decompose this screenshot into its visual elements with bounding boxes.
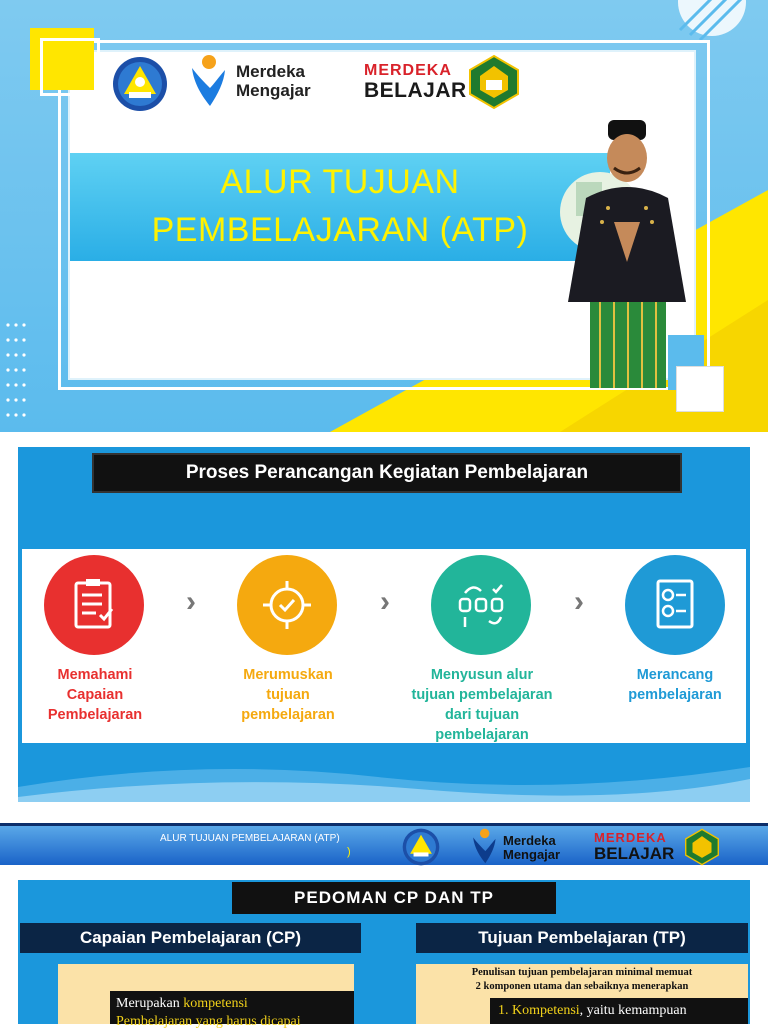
merdeka-mengajar-logo-text: Merdeka Mengajar [236, 62, 311, 100]
tp-note: Penulisan tujuan pembelajaran minimal memuat 2 komponen utama dan sebaiknya menerapkan [471, 967, 693, 992]
chevron-right-icon: › [380, 585, 390, 618]
header-title-continuation: ) [347, 846, 351, 858]
tut-wuri-handayani-logo-icon [112, 56, 168, 112]
process-title: Proses Perancangan Kegiatan Pembelajaran [94, 455, 680, 491]
step-1-label: Memahami Capaian Pembelajaran [47, 667, 143, 723]
step-2-circle [237, 555, 337, 655]
atp-header-bar [0, 823, 768, 865]
merdeka-mengajar-logo-text: Merdeka Mengajar [503, 833, 561, 862]
merdeka-belajar-logo: MERDEKA BELAJAR [364, 62, 467, 102]
square-outline-decoration [40, 38, 100, 96]
step-4-label: Merancang pembelajaran [628, 667, 722, 703]
target-check-icon [237, 555, 337, 655]
title-slide [0, 0, 768, 432]
chevron-right-icon: › [186, 585, 196, 618]
pedoman-title: PEDOMAN CP DAN TP [232, 882, 556, 914]
process-slide [18, 447, 750, 802]
step-3-label: Menyusun alur tujuan pembelajaran dari tujuan pembelajaran [411, 667, 553, 743]
tp-header: Tujuan Pembelajaran (TP) [416, 923, 748, 953]
step-3-circle [431, 555, 531, 655]
tut-wuri-handayani-logo-icon [402, 828, 440, 866]
cp-definition-text: Merupakan kompetensi Pembelajaran yang harus dicapai [110, 991, 354, 1024]
document-options-icon [625, 555, 725, 655]
merdeka-belajar-logo: MERDEKA BELAJAR [594, 830, 675, 863]
tp-item-1: 1. Kompetensi, yaitu kemampuan [490, 998, 748, 1024]
kemenag-logo-icon [682, 828, 722, 866]
cp-header: Capaian Pembelajaran (CP) [20, 923, 361, 953]
step-1-circle [44, 555, 144, 655]
pedoman-slide [18, 880, 750, 1029]
step-4-circle [625, 555, 725, 655]
slide-title: ALUR TUJUAN PEMBELAJARAN (ATP) [151, 163, 529, 249]
chevron-right-icon: › [574, 585, 584, 618]
clipboard-checklist-icon [44, 555, 144, 655]
header-title: ALUR TUJUAN PEMBELAJARAN (ATP) [160, 833, 340, 844]
step-2-label: Merumuskan tujuan pembelajaran [241, 667, 335, 723]
wave-decoration [18, 747, 750, 802]
presenter-photo [556, 112, 702, 392]
merdeka-mengajar-logo-icon [470, 828, 498, 866]
merdeka-mengajar-logo-icon [188, 54, 228, 110]
kemenag-logo-icon [466, 54, 522, 110]
flow-arrangement-icon [431, 555, 531, 655]
